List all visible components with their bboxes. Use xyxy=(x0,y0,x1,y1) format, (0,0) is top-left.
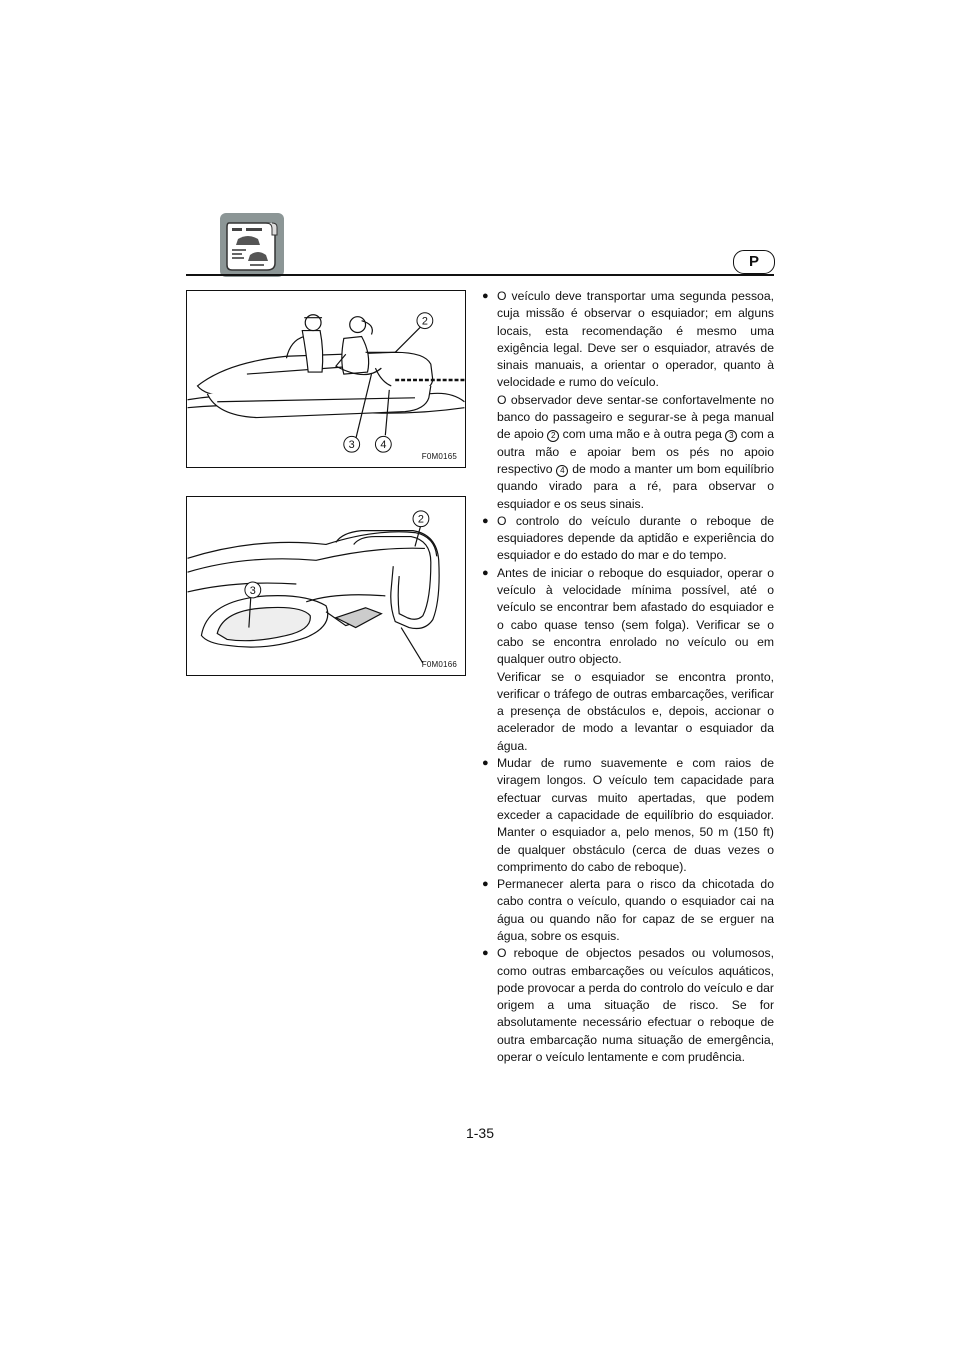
paragraph xyxy=(497,565,774,669)
figure-handgrips xyxy=(186,496,466,676)
text-segment: Permanecer alerta para o risco da chicotada do cabo contra o veículo, quando o esquiador cai na água ou quando não for capaz de se erguer na água, sobre os esquis. xyxy=(497,877,774,943)
bullet-icon: ● xyxy=(482,514,489,527)
text-segment: O veículo deve transportar uma segunda pessoa, cuja missão é observar o esquiador; em alguns locais, esta recomendação é mesmo uma exigência legal. Deve ser o esquiador, através de sinais manuais, a orientar o operador, quanto à velocidade e rumo do veículo. xyxy=(497,289,774,390)
seat-handgrip-illustration xyxy=(187,497,465,675)
paragraph xyxy=(497,392,774,513)
figure-code: F0M0165 xyxy=(421,452,457,461)
callout-ref: 3 xyxy=(725,430,737,442)
text-segment: com a outra mão e apoiar bem os pés no apoio respectivo xyxy=(497,427,774,476)
text-segment: O reboque de objectos pesados ou volumosos, como outras embarcações ou veículos aquáticos, pode provocar a perda do controlo do veículo e dar origem a uma situação de risco. Se for absolutamente necessário efectuar o reboque de outra embarcação numa situação de emergência, operar o veículo lentamente e com prudência. xyxy=(497,946,774,1065)
bullet-item xyxy=(482,876,774,945)
paragraph xyxy=(497,876,774,945)
language-badge: P xyxy=(733,250,775,274)
paragraph xyxy=(497,669,774,755)
figure-watercraft-with-observer xyxy=(186,290,466,468)
callout-2: 2 xyxy=(421,315,428,328)
text-segment: O controlo do veículo durante o reboque de esquiadores depende da aptidão e experiência do esquiador e do estado do mar e do tempo. xyxy=(497,513,774,563)
bullet-icon: ● xyxy=(482,290,489,302)
bullet-icon: ● xyxy=(482,878,489,891)
bullet-item xyxy=(482,755,774,876)
text-segment: Mudar de rumo suavemente e com raios de viragem longos. O veículo tem capacidade para efectuar curvas muito apertadas, que podem exceder a capacidade de equilíbrio do esquiador. Manter o esquiador a, pelo menos, 50 m (150 ft) de qualquer obstáculo (cerca de duas vezes o comprimento do cabo de reboque). xyxy=(497,756,774,874)
bullet-item xyxy=(482,945,774,1066)
callout-4: 4 xyxy=(380,439,387,452)
figure-code: F0M0166 xyxy=(421,660,457,669)
paragraph xyxy=(497,945,774,1066)
watercraft-illustration xyxy=(187,291,465,467)
bullet-item xyxy=(482,288,774,513)
text-segment: de modo a manter um bom equilíbrio quando virado para a ré, para observar o esquiador e os seus sinais. xyxy=(497,461,774,511)
callout-ref: 2 xyxy=(547,430,559,442)
callout-ref: 4 xyxy=(556,465,568,477)
text-segment: com uma mão e à outra pega xyxy=(559,427,726,442)
bullet-item xyxy=(482,513,774,565)
manual-icon xyxy=(220,213,284,277)
paragraph xyxy=(497,513,774,565)
bullet-icon: ● xyxy=(482,947,489,960)
callout-2: 2 xyxy=(417,513,424,526)
header-rule xyxy=(186,274,774,276)
callout-3: 3 xyxy=(249,584,256,597)
bullet-item xyxy=(482,565,774,755)
text-segment: Antes de iniciar o reboque do esquiador, operar o veículo à velocidade mínima possível, até o veículo se encontrar bem afastado do esquiador e o cabo quase tenso (sem folga). Verificar se o cabo se encontra enrolado no veículo ou em qualquer outro objecto. xyxy=(497,565,774,667)
instructions-column xyxy=(482,288,774,1066)
callout-3: 3 xyxy=(348,439,355,452)
bullet-icon: ● xyxy=(482,757,489,770)
bullet-icon: ● xyxy=(482,566,489,579)
text-segment: O observador deve sentar-se confortavelmente no banco do passageiro e segurar-se à pega manual de apoio xyxy=(497,392,774,442)
paragraph xyxy=(497,755,774,876)
text-segment: Verificar se o esquiador se encontra pronto, verificar o tráfego de outras embarcações, verificar a presença de obstáculos e, depois, accionar o acelerador de modo a levantar o esquiador da água. xyxy=(497,669,774,753)
paragraph xyxy=(497,288,774,392)
page-number: 1-35 xyxy=(465,1125,495,1141)
